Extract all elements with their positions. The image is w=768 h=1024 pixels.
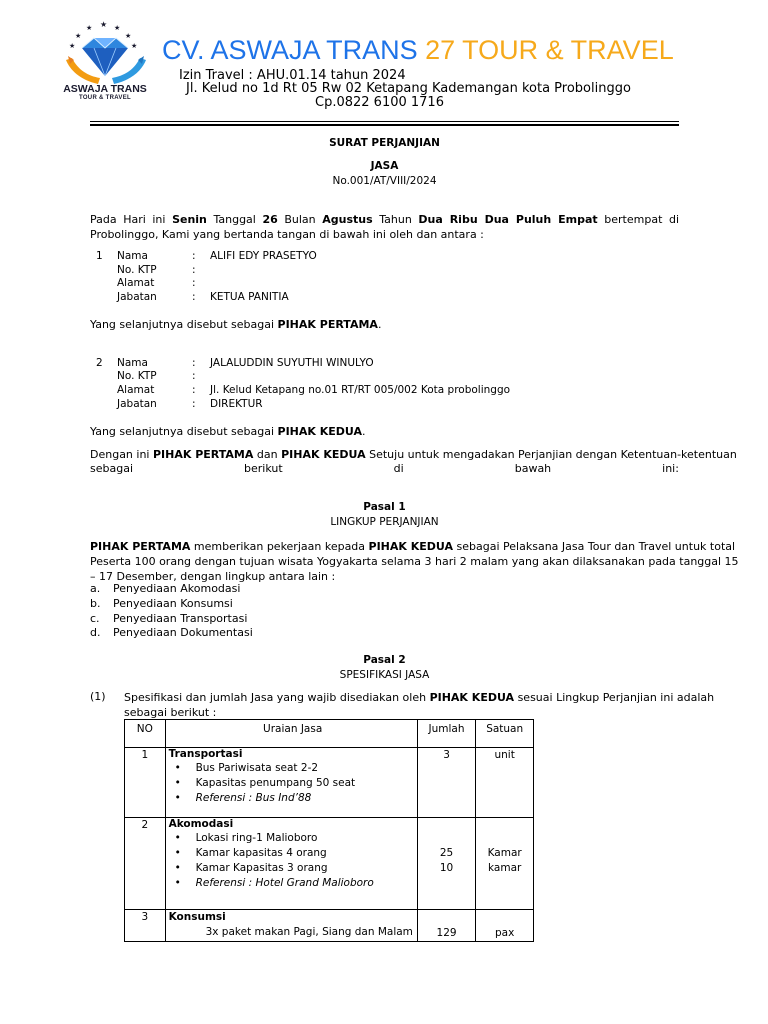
company-name-part2: 27 TOUR & TRAVEL	[425, 35, 674, 65]
party1-label-position: Jabatan	[117, 291, 157, 303]
colon: :	[192, 291, 196, 303]
opening-text: bertempat di Probolinggo, Kami yang bertanda tangan di bawah ini oleh dan antara :	[90, 213, 680, 241]
row-title: Transportasi	[168, 748, 243, 760]
party1-label-name: Nama	[117, 250, 148, 262]
designation-party: PIHAK KEDUA	[277, 425, 363, 438]
address-line: Jl. Kelud no 1d Rt 05 Rw 02 Ketapang Kademangan kota Probolinggo	[186, 81, 631, 96]
colon: :	[192, 264, 196, 276]
quantity-value: 10	[439, 862, 454, 874]
pasal1-text: sebagai Pelaksana Jasa Tour dan Travel untuk total	[453, 540, 736, 553]
pasal1-party2: PIHAK KEDUA	[368, 540, 454, 553]
quantity-value: 25	[439, 847, 454, 859]
table-header: NO	[125, 720, 166, 748]
svg-text:★: ★	[131, 42, 138, 50]
agreement-line2	[90, 462, 679, 475]
opening-text: Bulan	[277, 213, 323, 226]
designation-end: .	[377, 318, 382, 331]
spec-table	[124, 719, 534, 942]
list-item: • Kamar Kapasitas 3 orang	[169, 861, 417, 876]
party2-designation	[90, 425, 366, 438]
unit-value: kamar	[488, 862, 522, 874]
row-quantity	[417, 818, 476, 910]
svg-text:★: ★	[75, 32, 82, 40]
pasal2-line2: sebagai berikut :	[124, 706, 217, 719]
document-number: No.001/AT/VIII/2024	[332, 175, 437, 187]
pasal1-line2: Peserta 100 orang dengan tujuan wisata Yogyakarta selama 3 hari 2 malam yang akan dilaksanakan pada tanggal 15	[90, 555, 739, 568]
table-row	[125, 818, 534, 910]
party2-number: 2	[96, 357, 103, 369]
logo-name: ASWAJA TRANS	[63, 83, 147, 95]
scope-item-letter: d.	[90, 626, 101, 639]
pasal1-heading: LINGKUP PERJANJIAN	[330, 516, 439, 528]
svg-text:★: ★	[69, 42, 76, 50]
opening-month: Agustus	[322, 213, 373, 226]
designation-end: .	[362, 425, 366, 438]
pasal2-number: Pasal 2	[363, 654, 406, 666]
agreement-word: ini:	[662, 462, 679, 475]
party1-name: ALIFI EDY PRASETYO	[210, 250, 317, 262]
list-item: • Lokasi ring-1 Malioboro	[169, 831, 417, 846]
pasal1-line3: – 17 Desember, dengan lingkup antara lain :	[90, 570, 336, 583]
row-description	[165, 818, 417, 910]
opening-date: 26	[262, 213, 278, 226]
party2-label-name: Nama	[117, 357, 148, 369]
agreement-text: Setuju untuk mengadakan Perjanjian dengan Ketentuan-ketentuan	[365, 448, 737, 461]
colon: :	[192, 370, 196, 382]
row-reference: • Referensi : Hotel Grand Malioboro	[169, 876, 417, 891]
license-line: Izin Travel : AHU.01.14 tahun 2024	[179, 68, 406, 83]
scope-item-letter: a.	[90, 582, 101, 595]
opening-day: Senin	[172, 213, 207, 226]
pasal1-text: memberikan pekerjaan kepada	[190, 540, 369, 553]
party1-label-address: Alamat	[117, 277, 155, 289]
agreement-party2: PIHAK KEDUA	[281, 448, 366, 461]
agreement-word: berikut	[244, 462, 283, 475]
svg-text:★: ★	[100, 20, 108, 29]
row-number: 2	[125, 818, 166, 910]
row-title: Konsumsi	[168, 911, 226, 923]
pasal2-heading: SPESIFIKASI JASA	[339, 669, 430, 681]
row-text: 3x paket makan Pagi, Siang dan Malam	[205, 926, 413, 938]
party1-position: KETUA PANITIA	[210, 291, 289, 303]
scope-item: Penyediaan Konsumsi	[113, 597, 233, 610]
designation-text: Yang selanjutnya disebut sebagai	[90, 425, 278, 438]
row-description	[165, 748, 417, 818]
pasal1-party1: PIHAK PERTAMA	[90, 540, 191, 553]
colon: :	[192, 250, 196, 262]
header-divider-thin	[90, 121, 679, 122]
agreement-line1	[90, 447, 737, 462]
pasal2-line1	[124, 690, 714, 705]
designation-text: Yang selanjutnya disebut sebagai	[90, 318, 278, 331]
pasal1-number: Pasal 1	[363, 501, 406, 513]
table-header: Uraian Jasa	[165, 720, 417, 748]
company-name	[162, 34, 674, 66]
table-header: Satuan	[476, 720, 534, 748]
party2-label-address: Alamat	[117, 384, 155, 396]
pasal2-party: PIHAK KEDUA	[429, 691, 515, 704]
opening-year: Dua Ribu Dua Puluh Empat	[418, 213, 598, 226]
unit-value: Kamar	[487, 847, 522, 859]
row-quantity: 3	[417, 748, 476, 818]
party2-label-position: Jabatan	[117, 398, 157, 410]
agreement-word: di	[393, 462, 404, 475]
row-reference: • Referensi : Bus Ind’88	[169, 791, 417, 806]
agreement-word: bawah	[514, 462, 552, 475]
scope-item: Penyediaan Dokumentasi	[113, 626, 253, 639]
scope-item-letter: c.	[90, 612, 100, 625]
row-unit: unit	[476, 748, 534, 818]
party2-position: DIREKTUR	[210, 398, 263, 410]
table-row	[125, 748, 534, 818]
row-number: 3	[125, 910, 166, 942]
agreement-party1: PIHAK PERTAMA	[152, 448, 254, 461]
document-title: SURAT PERJANJIAN	[329, 137, 440, 149]
svg-text:★: ★	[114, 24, 121, 32]
opening-paragraph	[90, 212, 679, 242]
colon: :	[192, 277, 196, 289]
row-title: Akomodasi	[168, 818, 234, 830]
scope-item: Penyediaan Transportasi	[113, 612, 248, 625]
party2-label-ktp: No. KTP	[117, 370, 157, 382]
colon: :	[192, 357, 196, 369]
agreement-word: sebagai	[90, 462, 134, 475]
opening-text: Pada Hari ini	[90, 213, 173, 226]
pasal2-text: Spesifikasi dan jumlah Jasa yang wajib disediakan oleh	[124, 691, 430, 704]
pasal1-line1	[90, 539, 735, 554]
table-row	[125, 910, 534, 942]
logo-tagline: TOUR & TRAVEL	[78, 95, 131, 101]
party1-number: 1	[96, 250, 103, 262]
party1-label-ktp: No. KTP	[117, 264, 157, 276]
row-quantity: 129	[417, 910, 476, 942]
colon: :	[192, 398, 196, 410]
row-unit	[476, 818, 534, 910]
party2-name: JALALUDDIN SUYUTHI WINULYO	[210, 357, 374, 369]
header-divider-thick	[90, 124, 679, 126]
party2-address: Jl. Kelud Ketapang no.01 RT/RT 005/002 Kota probolinggo	[210, 384, 511, 396]
agreement-text: dan	[253, 448, 282, 461]
list-item: • Kamar kapasitas 4 orang	[169, 846, 417, 861]
svg-text:★: ★	[125, 32, 132, 40]
scope-item: Penyediaan Akomodasi	[113, 582, 241, 595]
list-item: • Kapasitas penumpang 50 seat	[169, 776, 417, 791]
table-header-row	[125, 720, 534, 748]
company-name-part1: CV. ASWAJA TRANS	[162, 35, 418, 65]
table-header: Jumlah	[417, 720, 476, 748]
pasal2-item-number: (1)	[90, 690, 106, 703]
svg-text:★: ★	[86, 24, 93, 32]
row-description	[165, 910, 417, 942]
opening-text: Tanggal	[206, 213, 263, 226]
row-unit: pax	[476, 910, 534, 942]
pasal2-text: sesuai Lingkup Perjanjian ini adalah	[514, 691, 715, 704]
row-number: 1	[125, 748, 166, 818]
list-item: • Bus Pariwisata seat 2-2	[169, 761, 417, 776]
designation-party: PIHAK PERTAMA	[277, 318, 378, 331]
party1-designation	[90, 318, 381, 331]
opening-text: Tahun	[372, 213, 419, 226]
document-subtitle: JASA	[370, 160, 399, 172]
scope-item-letter: b.	[90, 597, 101, 610]
agreement-text: Dengan ini	[90, 448, 153, 461]
colon: :	[192, 384, 196, 396]
phone-line: Cp.0822 6100 1716	[315, 95, 444, 110]
